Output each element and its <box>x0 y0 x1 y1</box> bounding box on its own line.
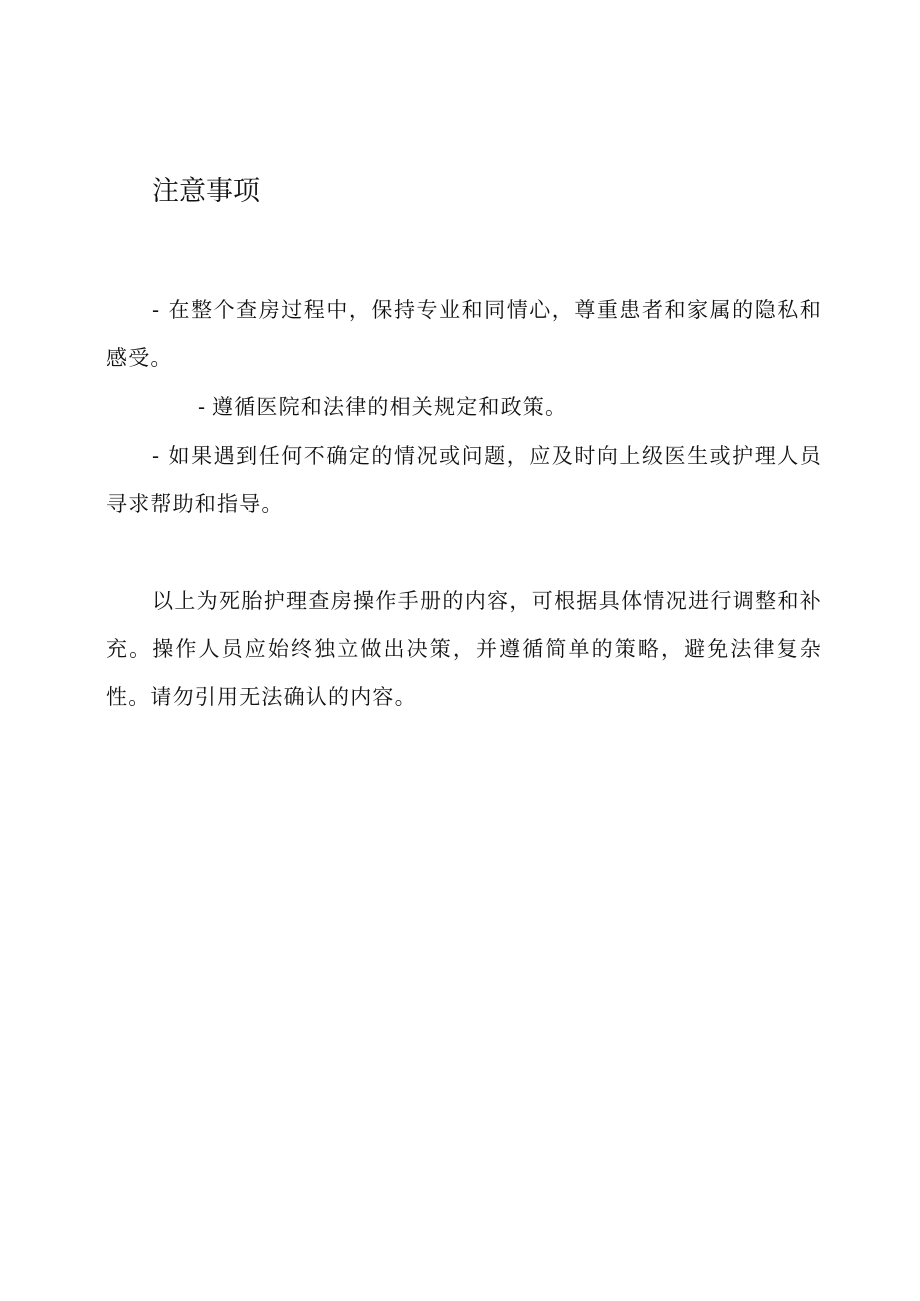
conclusion-paragraph: 以上为死胎护理查房操作手册的内容，可根据具体情况进行调整和补充。操作人员应始终独立做出决策，并遵循简单的策略，避免法律复杂性。请勿引用无法确认的内容。 <box>106 589 822 709</box>
note-item-privacy: - 在整个查房过程中，保持专业和同情心，尊重患者和家属的隐私和感受。 <box>106 298 822 370</box>
section-heading: 注意事项 <box>152 176 260 207</box>
note-dash: - <box>198 395 207 419</box>
note-text: 遵循医院和法律的相关规定和政策。 <box>212 395 568 419</box>
note-item-seek-help: - 如果遇到任何不确定的情况或问题，应及时向上级医生或护理人员寻求帮助和指导。 <box>106 444 822 516</box>
note-item-regulations <box>106 383 822 431</box>
